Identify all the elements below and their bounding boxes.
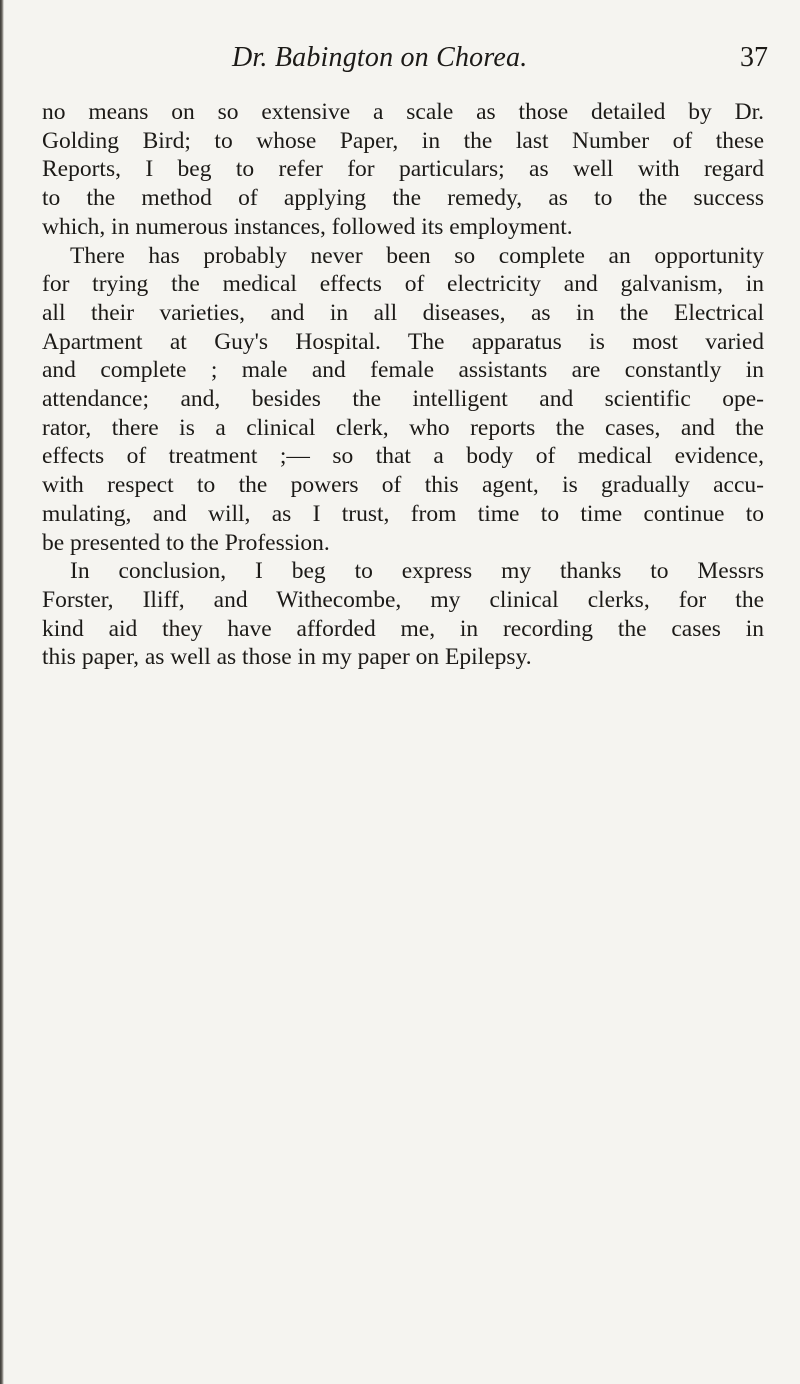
text-line: to the method of applying the remedy, as to the success: [42, 185, 764, 212]
text-line: this paper, as well as those in my paper on Epilepsy.: [42, 644, 532, 671]
text-line: no means on so extensive a scale as those detailed by Dr.: [42, 99, 764, 125]
text-line: There has probably never been so complete an opportunity: [70, 242, 764, 269]
text-line: attendance; and, besides the intelligent and scientific ope-: [42, 386, 764, 413]
page-edge-shadow: [0, 0, 4, 1384]
paragraph-3: [42, 557, 764, 672]
text-line: all their varieties, and in all diseases, as in the Electrical: [42, 299, 764, 326]
text-line: effects of treatment ;— so that a body of medical evidence,: [42, 443, 764, 470]
running-title: Dr. Babington on Chorea.: [232, 42, 528, 73]
body-text: [42, 98, 764, 672]
text-line: Reports, I beg to refer for particulars; as well with regard: [42, 156, 764, 183]
paragraph-1: [42, 98, 764, 242]
text-line: Apartment at Guy's Hospital. The apparatus is most varied: [42, 328, 764, 355]
paragraph-2: [42, 242, 764, 558]
page-number: 37: [740, 42, 768, 73]
text-line: In conclusion, I beg to express my thanks to Messrs: [70, 558, 764, 585]
text-line: be presented to the Profession.: [42, 529, 330, 556]
text-line: with respect to the powers of this agent, is gradually accu-: [42, 472, 764, 499]
text-line: for trying the medical effects of electricity and galvanism, in: [42, 271, 764, 298]
text-line: and complete ; male and female assistants are constantly in: [42, 357, 764, 384]
text-line: mulating, and will, as I trust, from time to time continue to: [42, 500, 764, 527]
text-line: kind aid they have afforded me, in recording the cases in: [42, 615, 764, 642]
text-line: Forster, Iliff, and Withecombe, my clinical clerks, for the: [42, 586, 764, 613]
text-line: Golding Bird; to whose Paper, in the last Number of these: [42, 127, 764, 154]
text-line: which, in numerous instances, followed its employment.: [42, 213, 573, 240]
text-line: rator, there is a clinical clerk, who reports the cases, and the: [42, 414, 764, 441]
page-header: [0, 42, 800, 82]
